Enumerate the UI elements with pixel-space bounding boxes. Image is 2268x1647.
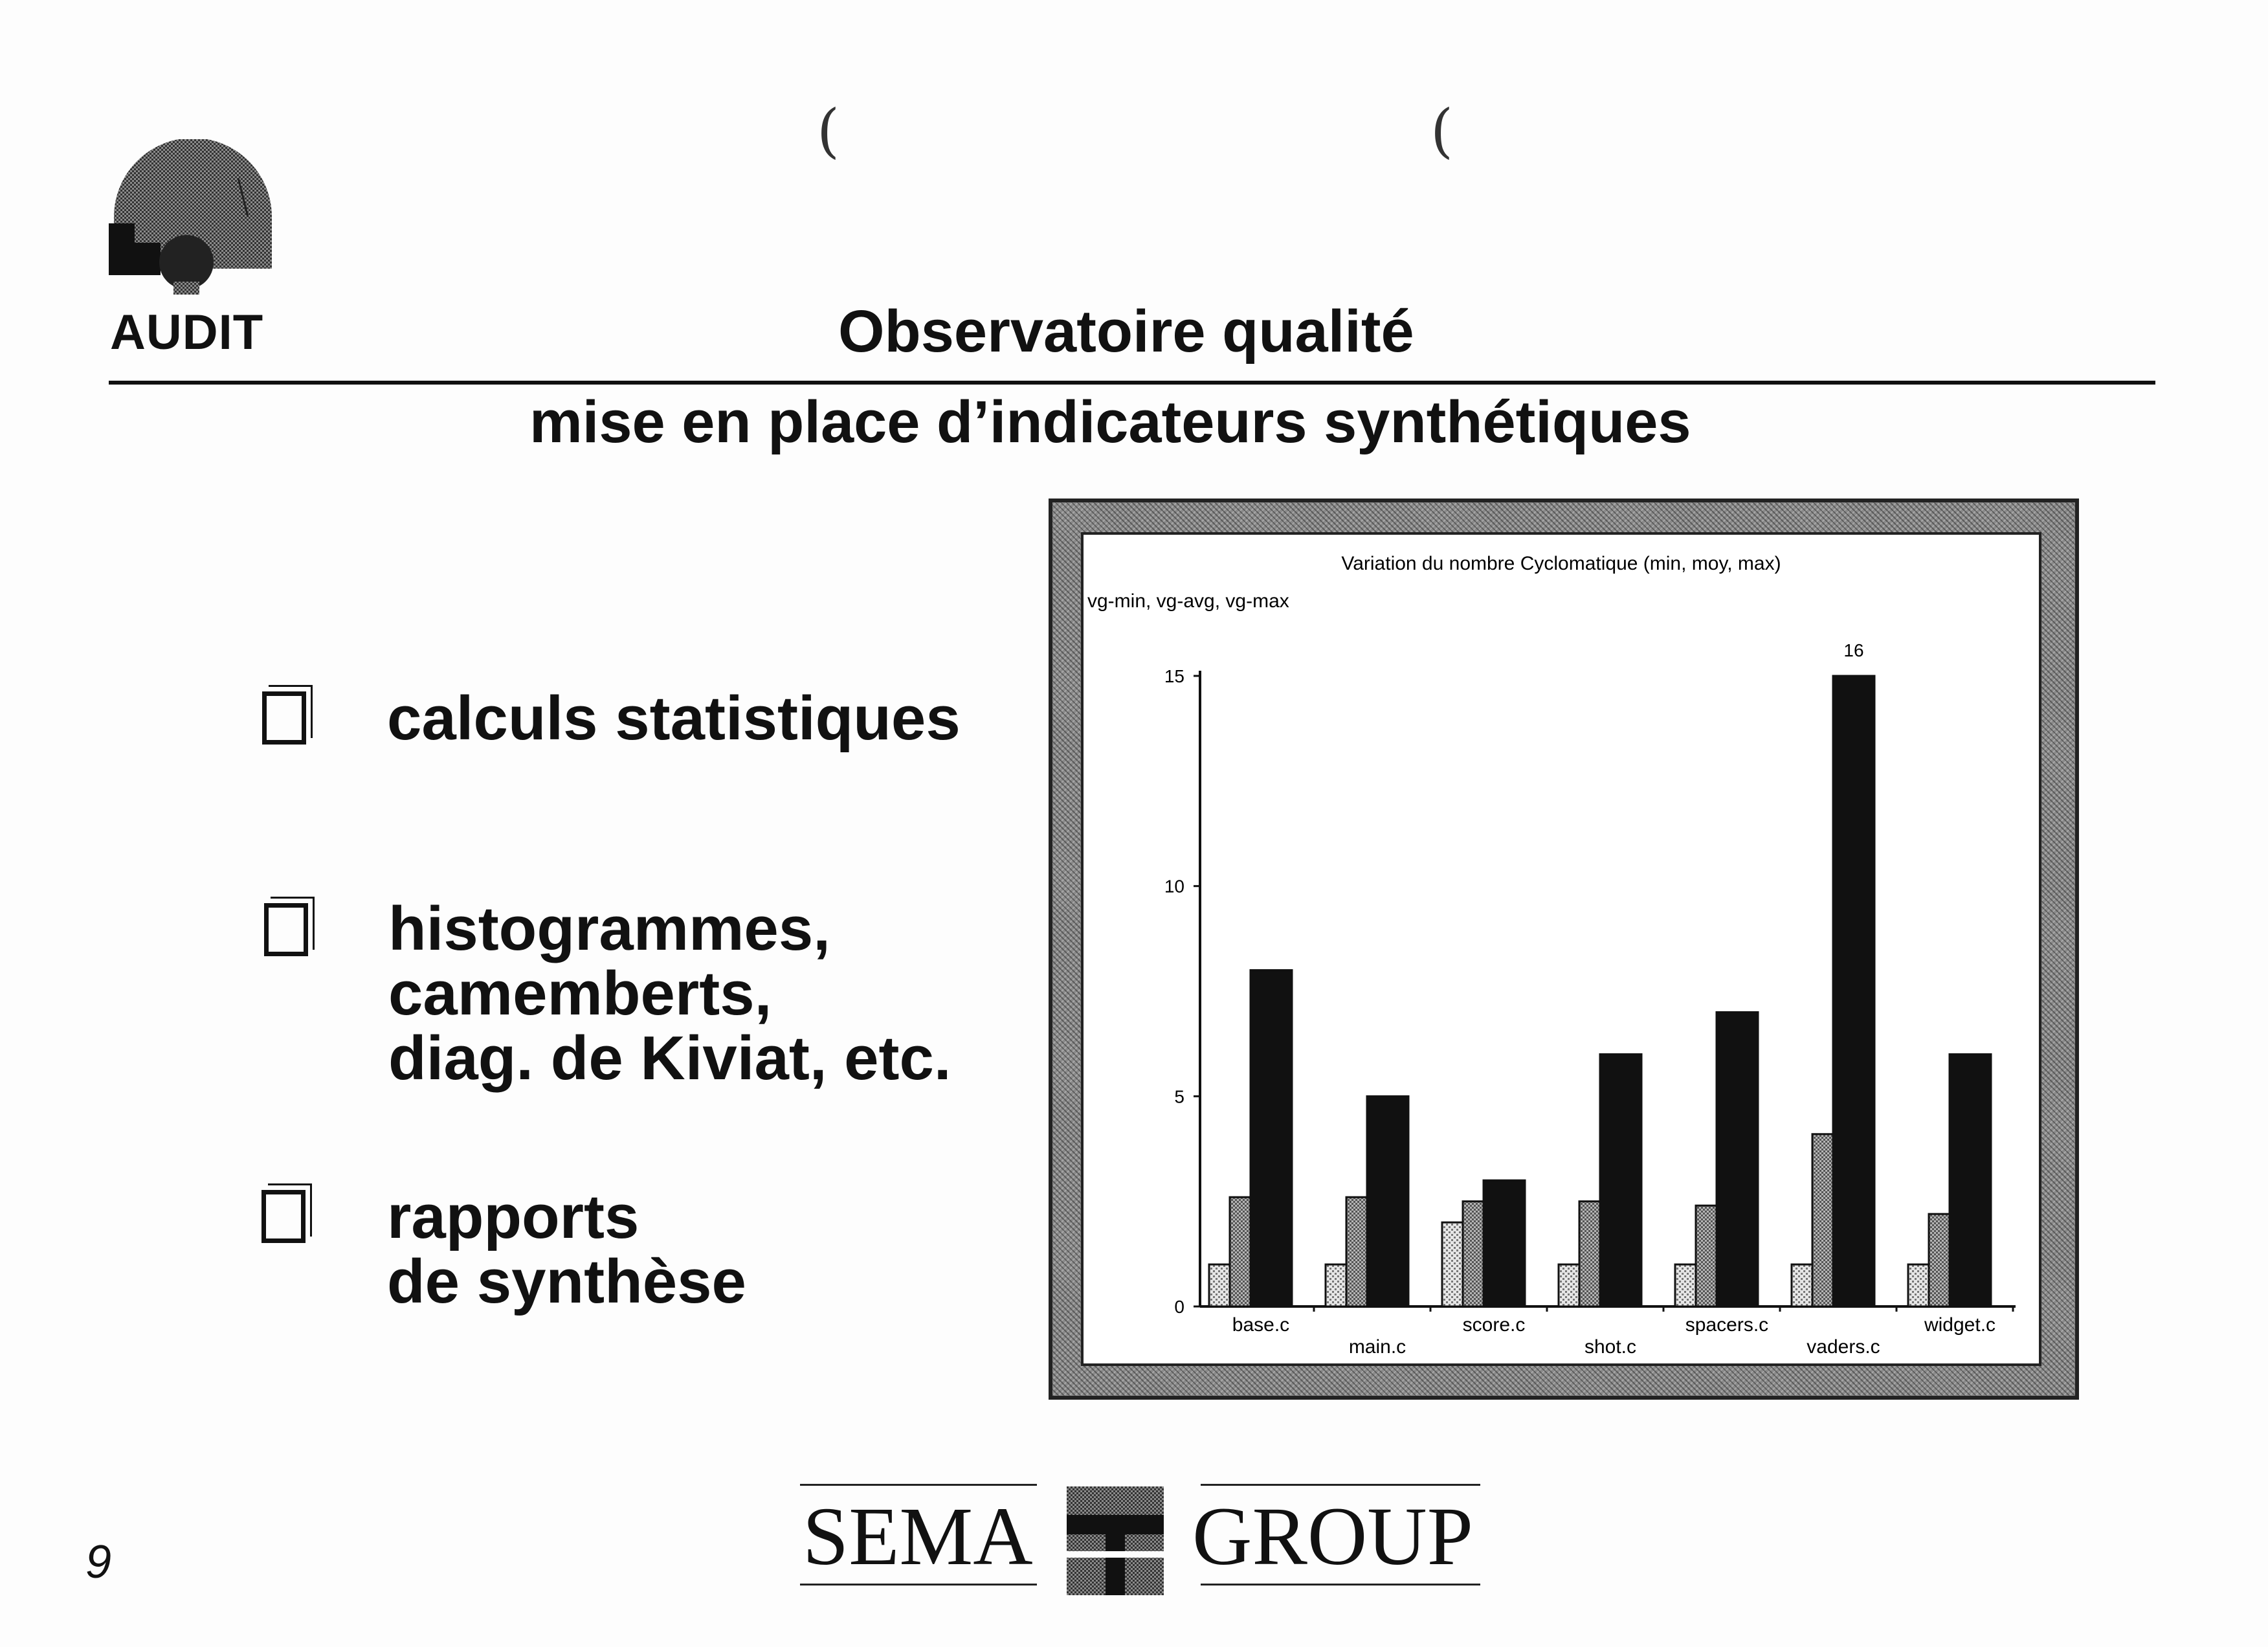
bar-max [1600,1054,1641,1306]
bar-max [1717,1012,1758,1306]
bar-max [1251,970,1292,1306]
y-tick-label: 10 [1164,876,1184,897]
bullet-item-charts [388,894,951,1093]
audit-dome-icon [109,139,277,295]
category-label: shot.c [1584,1336,1637,1358]
bar-max [1950,1054,1991,1306]
bar-max [1484,1180,1525,1306]
category-label: vaders.c [1807,1336,1880,1358]
cyclomatic-chart [1084,535,2039,1363]
punch-hole-mark: ( [817,97,840,165]
audit-label: AUDIT [110,305,264,360]
bullet-item-reports [387,1182,746,1316]
bullet-line: rapports [387,1182,639,1251]
y-tick-label: 0 [1174,1297,1184,1317]
category-label: base.c [1232,1314,1290,1336]
chart-title: Variation du nombre Cyclomatique (min, moy, max) [1341,553,1781,574]
bullet-item-statistics [387,686,961,751]
checkbox-icon [264,903,308,956]
header-divider [109,381,2155,385]
checkbox-icon [262,691,306,745]
bullet-line: diag. de Kiviat, etc. [388,1024,951,1093]
bar-max [1367,1096,1408,1306]
company-name-left: SEMA [803,1490,1033,1582]
page-number: 9 [85,1536,112,1588]
chart-y-label: vg-min, vg-avg, vg-max [1087,590,1289,612]
category-label: score.c [1462,1314,1526,1336]
footer-rule [1201,1484,1480,1486]
bullet-line: calculs statistiques [387,684,961,753]
footer-rule [800,1484,1037,1486]
category-label: spacers.c [1685,1314,1769,1336]
sema-group-logo-icon [1067,1486,1164,1595]
checkbox-icon [261,1190,306,1243]
bullet-line: camemberts, [388,959,772,1028]
category-label: widget.c [1924,1314,1996,1336]
bullet-line: de synthèse [387,1247,746,1316]
clipped-value-label: 16 [1843,640,1864,660]
bullet-line: histogrammes, [388,894,830,963]
page-title: Observatoire qualité [838,298,1414,364]
category-label: main.c [1348,1336,1406,1358]
bar-max [1833,676,1874,1306]
punch-hole-mark: ( [1430,97,1454,165]
company-name-right: GROUP [1192,1490,1473,1582]
y-tick-label: 5 [1174,1086,1184,1107]
y-tick-label: 15 [1164,666,1184,686]
page-subtitle: mise en place d’indicateurs synthétiques [529,389,1691,455]
